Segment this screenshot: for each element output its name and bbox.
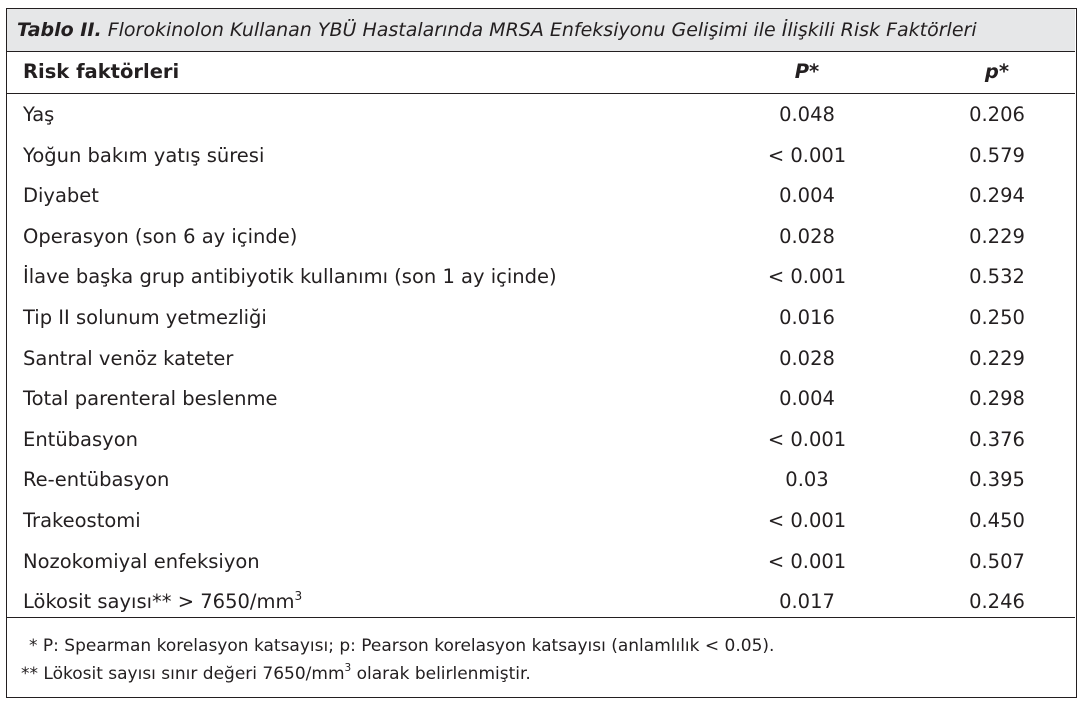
pearson-value-cell: 0.507 xyxy=(969,549,1025,573)
pearson-value-cell: 0.579 xyxy=(969,143,1025,167)
spearman-value-cell: < 0.001 xyxy=(767,143,847,167)
spearman-value-cell: 0.004 xyxy=(779,387,835,411)
risk-factor-cell xyxy=(23,298,267,338)
risk-factor-text: Trakeostomi xyxy=(23,509,141,532)
table-row xyxy=(7,298,1075,338)
table-title-label: Tablo II. xyxy=(17,19,102,41)
spearman-value-cell: < 0.001 xyxy=(767,509,847,532)
risk-factor-cell xyxy=(23,420,138,460)
risk-factor-text: Entübasyon xyxy=(23,427,139,451)
spearman-value-cell: < 0.001 xyxy=(767,549,847,573)
risk-factor-cell xyxy=(23,379,278,419)
risk-factor-sup: 3 xyxy=(294,589,303,604)
pearson-value-cell: 0.206 xyxy=(969,103,1025,126)
pearson-value-cell: 0.250 xyxy=(969,306,1025,329)
table-title xyxy=(17,12,977,48)
footnote-2-after: olarak belirlenmiştir. xyxy=(351,664,531,684)
table-title-text: Florokinolon Kullanan YBÜ Hastalarında MRSA Enfeksiyonu Gelişimi ile İlişkili Risk Faktörleri xyxy=(101,19,977,41)
risk-factor-cell xyxy=(23,339,233,379)
spearman-value-cell: 0.028 xyxy=(779,224,835,248)
header-pearson: p* xyxy=(984,60,1010,83)
pearson-value-cell: 0.298 xyxy=(969,387,1025,411)
risk-factor-cell xyxy=(23,460,169,500)
risk-factor-text: Yaş xyxy=(23,103,55,126)
table-row xyxy=(7,257,1075,297)
risk-factor-text: Santral venöz kateter xyxy=(23,346,234,370)
table-row xyxy=(7,420,1075,460)
risk-factor-text: Tip II solunum yetmezliği xyxy=(23,306,267,329)
header-spearman: P* xyxy=(794,60,820,83)
risk-factor-text: Nozokomiyal enfeksiyon xyxy=(23,549,260,573)
risk-factor-text: Yoğun bakım yatış süresi xyxy=(23,143,265,167)
risk-factor-cell xyxy=(23,95,54,135)
footnote-2-sup: 3 xyxy=(344,662,352,674)
spearman-value-cell: 0.048 xyxy=(779,103,835,126)
table-row xyxy=(7,501,1075,541)
header-risk-factors: Risk faktörleri xyxy=(23,60,180,83)
risk-factor-cell xyxy=(23,542,260,582)
pearson-value-cell: 0.450 xyxy=(969,509,1025,532)
pearson-value-cell: 0.376 xyxy=(969,427,1025,451)
risk-factor-cell xyxy=(23,176,99,216)
pearson-value-cell: 0.294 xyxy=(969,184,1025,208)
spearman-value-cell: 0.016 xyxy=(779,306,835,329)
risk-factor-text: Lökosit sayısı** > 7650/mm xyxy=(23,590,295,614)
risk-factor-cell xyxy=(23,257,557,297)
header-rule xyxy=(7,93,1075,94)
risk-factor-cell xyxy=(23,501,141,541)
spearman-value-cell: 0.028 xyxy=(779,346,835,370)
risk-factor-cell xyxy=(23,217,297,257)
footnote-2-text: ** Lökosit sayısı sınır değeri 7650/mm xyxy=(21,664,345,684)
footnote-1 xyxy=(29,633,774,659)
footer-rule xyxy=(7,617,1075,618)
table-row xyxy=(7,460,1075,500)
pearson-value-cell: 0.229 xyxy=(969,224,1025,248)
footnote-2 xyxy=(21,661,531,687)
pearson-value-cell: 0.229 xyxy=(969,346,1025,370)
pearson-value-cell: 0.395 xyxy=(969,468,1025,492)
footnote-1-text: * P: Spearman korelasyon katsayısı; p: Pearson korelasyon katsayısı (anlamlılık < 0.05). xyxy=(29,636,775,656)
risk-factor-text: Operasyon (son 6 ay içinde) xyxy=(23,224,298,248)
table-row xyxy=(7,217,1075,257)
pearson-value-cell: 0.532 xyxy=(969,265,1025,289)
risk-factor-text: Diyabet xyxy=(23,184,99,208)
risk-factor-text: Re-entübasyon xyxy=(23,468,170,492)
table-row xyxy=(7,176,1075,216)
spearman-value-cell: 0.004 xyxy=(779,184,835,208)
risk-factor-cell xyxy=(23,136,264,176)
table-frame xyxy=(6,8,1077,698)
table-row xyxy=(7,136,1075,176)
spearman-value-cell: < 0.001 xyxy=(767,427,847,451)
risk-factor-text: Total parenteral beslenme xyxy=(23,387,278,411)
table-row xyxy=(7,95,1075,135)
header-row xyxy=(7,52,1075,92)
spearman-value-cell: < 0.001 xyxy=(767,265,847,289)
spearman-value-cell: 0.03 xyxy=(785,468,829,492)
table-row xyxy=(7,542,1075,582)
risk-factor-text: İlave başka grup antibiyotik kullanımı (son 1 ay içinde) xyxy=(23,265,557,289)
pearson-value-cell: 0.246 xyxy=(969,590,1025,614)
spearman-value-cell: 0.017 xyxy=(779,590,835,614)
table-row xyxy=(7,339,1075,379)
table-row xyxy=(7,379,1075,419)
